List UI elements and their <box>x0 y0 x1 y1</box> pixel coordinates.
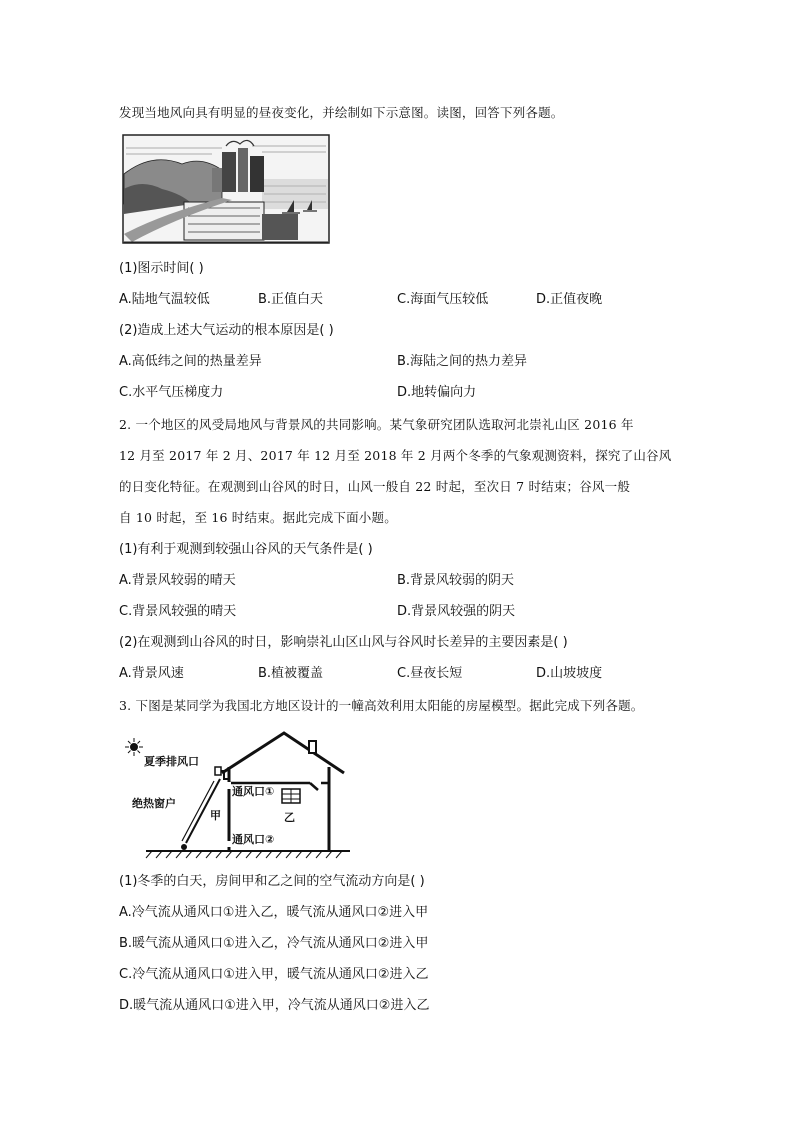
q1-sub1-option-b: B.正值白天 <box>258 292 324 307</box>
q1-sub2-option-c: C.水平气压梯度力 <box>119 385 224 400</box>
window-label: 绝热窗户 <box>132 797 176 810</box>
q2-sub1-stem: (1)有利于观测到较强山谷风的天气条件是( ) <box>119 542 373 557</box>
q2-sub2-option-d: D.山坡坡度 <box>536 666 603 681</box>
q2-sub1-option-d: D.背景风较强的阴天 <box>397 604 516 619</box>
q3-sub1-option-b: B.暖气流从通风口①进入乙，冷气流从通风口②进入甲 <box>119 936 429 951</box>
q2-sub1-option-b: B.背景风较弱的阴天 <box>397 573 515 588</box>
q1-sub2-option-a: A.高低纬之间的热量差异 <box>119 354 262 369</box>
q3-sub1-option-a: A.冷气流从通风口①进入乙，暖气流从通风口②进入甲 <box>119 905 429 920</box>
q3-sub1-stem: (1)冬季的白天，房间甲和乙之间的空气流动方向是( ) <box>119 874 425 889</box>
q2-sub2-option-c: C.昼夜长短 <box>397 666 463 681</box>
q1-sub1-option-c: C.海面气压较低 <box>397 292 489 307</box>
q2-sub2-option-b: B.植被覆盖 <box>258 666 324 681</box>
q2-passage-line: 自 10 时起，至 16 时结束。据此完成下面小题。 <box>119 510 397 525</box>
q2-sub1-option-a: A.背景风较弱的晴天 <box>119 573 236 588</box>
vent-1-label: 通风口① <box>232 785 275 798</box>
room-b-label: 乙 <box>284 811 295 824</box>
q2-passage-line: 的日变化特征。在观测到山谷风的时日，山风一般自 22 时起，至次日 7 时结束；谷风一般 <box>119 479 631 494</box>
sun-icon <box>125 738 143 756</box>
vent-2-label: 通风口② <box>232 833 275 846</box>
q2-sub2-option-a: A.背景风速 <box>119 666 184 681</box>
q2-sub2-stem: (2)在观测到山谷风的时日，影响崇礼山区山风与谷风时长差异的主要因素是( ) <box>119 635 568 650</box>
q1-sub2-option-d: D.地转偏向力 <box>397 385 477 400</box>
q3-sub1-option-c: C.冷气流从通风口①进入甲，暖气流从通风口②进入乙 <box>119 967 429 982</box>
q1-sub2-option-b: B.海陆之间的热力差异 <box>397 354 528 369</box>
q3-sub1-option-d: D.暖气流从通风口①进入甲，冷气流从通风口②进入乙 <box>119 998 430 1013</box>
q2-sub1-option-c: C.背景风较强的晴天 <box>119 604 237 619</box>
q1-sub1-option-a: A.陆地气温较低 <box>119 292 210 307</box>
q1-sub2-stem: (2)造成上述大气运动的根本原因是( ) <box>119 323 334 338</box>
q1-sub1-stem: (1)图示时间( ) <box>119 261 204 276</box>
room-a-label: 甲 <box>210 809 221 822</box>
solar-house-figure <box>122 727 354 861</box>
q2-passage-line: 2. 一个地区的风受局地风与背景风的共同影响。某气象研究团队选取河北崇礼山区 2016 年 <box>119 417 634 432</box>
summer-vent-label: 夏季排风口 <box>144 755 199 768</box>
q1-intro: 发现当地风向具有明显的昼夜变化，并绘制如下示意图。读图，回答下列各题。 <box>119 105 564 120</box>
q2-passage-line: 12 月至 2017 年 2 月、2017 年 12 月至 2018 年 2 月两个冬季的气象观测资料，探究了山谷风 <box>119 448 672 463</box>
coastal-scene-figure <box>122 134 330 244</box>
q1-sub1-option-d: D.正值夜晚 <box>536 292 603 307</box>
q3-intro: 3. 下图是某同学为我国北方地区设计的一幢高效利用太阳能的房屋模型。据此完成下列各题。 <box>119 698 644 713</box>
